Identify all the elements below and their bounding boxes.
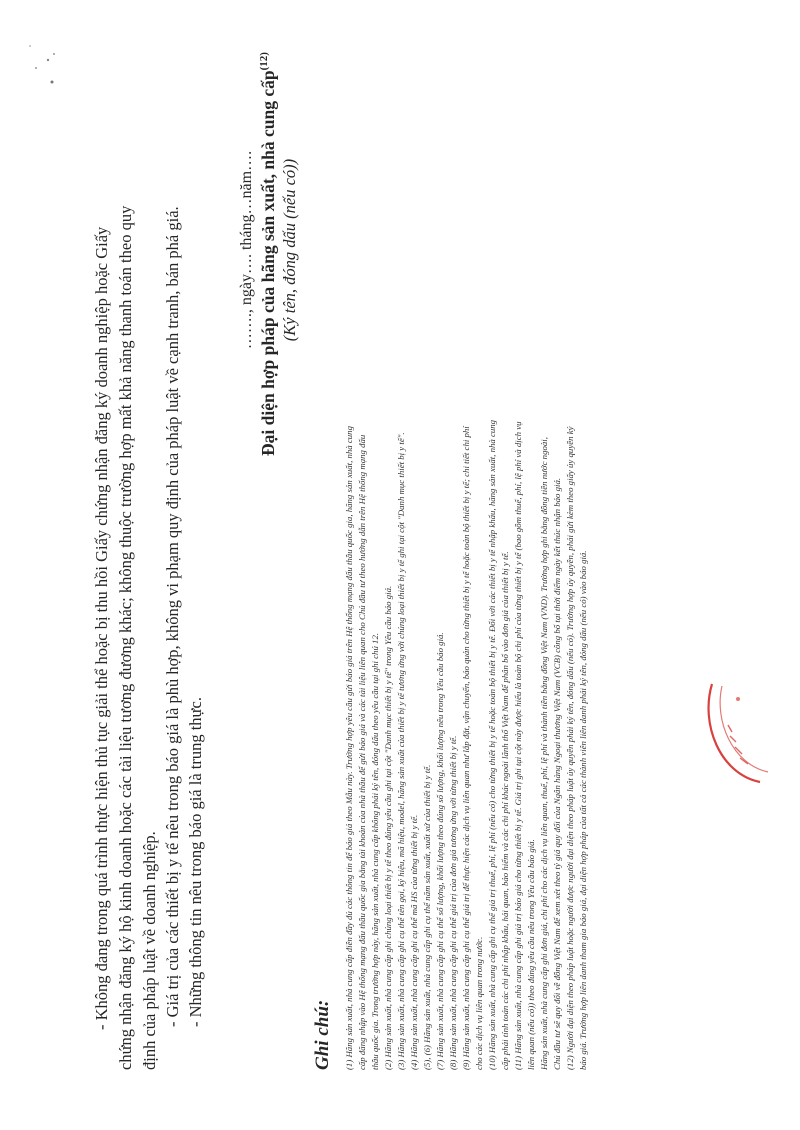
note-line-18: (12) Người đại diện theo pháp luật hoặc người được người đại diện theo pháp luật ủy quyền phải ký tên, đóng dấu (nếu có). Trường hợp ủy quyền, phải gửi kèm theo giấy ủy quyền ký — [565, 426, 575, 1070]
body-line-2: chứng nhận đăng ký hộ kinh doanh hoặc các tài liệu tương đương khác; không thuộc trường hợp mất khả năng thanh toán theo quy — [116, 205, 135, 1070]
body-line-5: - Những thông tin nêu trong báo giá là trung thực. — [186, 697, 205, 1027]
note-line-16: Hãng sản xuất, nhà cung cấp ghi đơn giá, chi phí cho các dịch vụ liên quan, thuế, phí, lệ phí và thành tiền bằng đồng Việt Nam (VND). Trường hợp ghi bằng đồng tiền nước ngoài, — [539, 437, 549, 1070]
note-line-14: (11) Hãng sản xuất, nhà cung cấp ghi giá trị báo giá cho từng thiết bị y tế. Giá trị ghi tại cột này được hiểu là toàn bộ chi phí của từng thiết bị y tế (bao gồm thuế, phí, lệ phí và dịch vụ — [513, 421, 523, 1070]
notes-heading: Ghi chú: — [312, 999, 333, 1070]
body-line-1: - Không đang trong quá trình thực hiện thủ tục giải thể hoặc bị thu hồi Giấy chứng nhận đăng ký doanh nghiệp hoặc Giấy — [92, 226, 111, 1030]
note-line-12: (10) Hãng sản xuất, nhà cung cấp ghi cụ thể giá trị thuế, phí, lệ phí (nếu có) cho từng thiết bị y tế hoặc toàn bộ thiết bị y tế. Đối với các thiết bị y tế nhập khẩu, hãng sản xuất, nhà cung — [487, 419, 497, 1070]
note-line-13: cấp phải tính toán các chi phí nhập khẩu, hải quan, bảo hiểm và các chi phí khác ngoài lãnh thổ Việt Nam để phân bổ vào đơn giá của thiết bị y tế. — [500, 551, 510, 1070]
signature-title — [258, 0, 279, 534]
signature-title-note: (12) — [258, 52, 271, 71]
note-line-15: liên quan (nếu có)) theo đúng yêu cầu nêu trong Yêu cầu báo giá. — [526, 839, 536, 1070]
note-line-11: cho các dịch vụ liên quan trong nước. — [474, 936, 484, 1070]
body-line-4: - Giá trị của các thiết bị y tế nêu trong báo giá là phù hợp, không vi phạm quy định của pháp luật về cạnh tranh, bán phá giá. — [163, 206, 182, 1027]
note-line-2: cấp đăng nhập vào Hệ thống mạng đấu thầu quốc gia bằng tài khoản của nhà thầu để gửi báo giá và các tài liệu liên quan cho Chủ đầu tư theo hướng dẫn trên Hệ thống mạng đấu — [357, 434, 367, 1070]
note-line-1: (1) Hãng sản xuất, nhà cung cấp điền đầy đủ các thông tin để báo giá theo Mẫu này. Trường hợp yêu cầu gửi báo giá trên Hệ thống mạng đấu thầu quốc gia, hãng sản xuất, nhà cung — [344, 426, 354, 1070]
note-line-8: (7) Hãng sản xuất, nhà cung cấp ghi cụ thể số lượng, khối lượng theo đúng số lượng, khối lượng nêu trong Yêu cầu báo giá. — [435, 632, 445, 1070]
note-line-6: (4) Hãng sản xuất, nhà cung cấp ghi cụ thể mã HS của từng thiết bị y tế. — [409, 814, 419, 1070]
scan-specks — [22, 30, 62, 90]
body-line-3: định của pháp luật về doanh nghiệp. — [140, 831, 159, 1070]
note-line-19: báo giá. Trường hợp liên danh tham gia báo giá, đại diện hợp pháp của tất cả các thành viên liên danh phải ký tên, đóng dấu (nếu có) vào báo giá. — [578, 550, 588, 1070]
note-line-3: thầu quốc gia. Trong trường hợp này, hãng sản xuất, nhà cung cấp không phải ký tên, đóng dấu theo yêu cầu tại ghi chú 12. — [370, 632, 380, 1070]
signature-title-text: Đại diện hợp pháp của hãng sản xuất, nhà cung cấp — [258, 70, 278, 456]
note-line-10: (9) Hãng sản xuất, nhà cung cấp ghi cụ thể giá trị để thực hiện các dịch vụ liên quan như lắp đặt, vận chuyển, bảo quản cho từng thiết bị y tế hoặc toàn bộ thiết bị y tế; chi tiết chi phí — [461, 426, 471, 1070]
note-line-9: (8) Hãng sản xuất, nhà cung cấp ghi cụ thể giá trị của đơn giá tương ứng với từng thiết bị y tế. — [448, 735, 458, 1070]
note-line-4: (2) Hãng sản xuất, nhà cung cấp ghi chủng loại thiết bị y tế theo đúng yêu cầu ghi tại cột "Danh mục thiết bị y tế" trong Yêu cầu báo giá. — [383, 585, 393, 1070]
signature-date: ……., ngày…. tháng…năm…. — [238, 150, 255, 350]
note-line-5: (3) Hãng sản xuất, nhà cung cấp ghi cụ thể tên gọi, ký hiệu, mã hiệu, model, hãng sản xuất của thiết bị y tế tương ứng với chủng loại thiết bị y tế ghi tại cột "Danh mục thiết bị y tế". — [396, 432, 406, 1070]
note-line-7: (5), (6) Hãng sản xuất, nhà cung cấp ghi cụ thể năm sản xuất, xuất xứ của thiết bị y tế. — [422, 764, 432, 1070]
red-stamp — [690, 674, 780, 794]
note-line-17: Chủ đầu tư sẽ quy đổi về đồng Việt Nam để xem xét theo tỷ giá quy đổi của Ngân hàng Ngoại thương Việt Nam (VCB) công bố tại thời điểm ngày kết thúc nhận báo giá. — [552, 477, 562, 1070]
signature-subtitle: (Ký tên, đóng dấu (nếu có)) — [280, 158, 299, 342]
